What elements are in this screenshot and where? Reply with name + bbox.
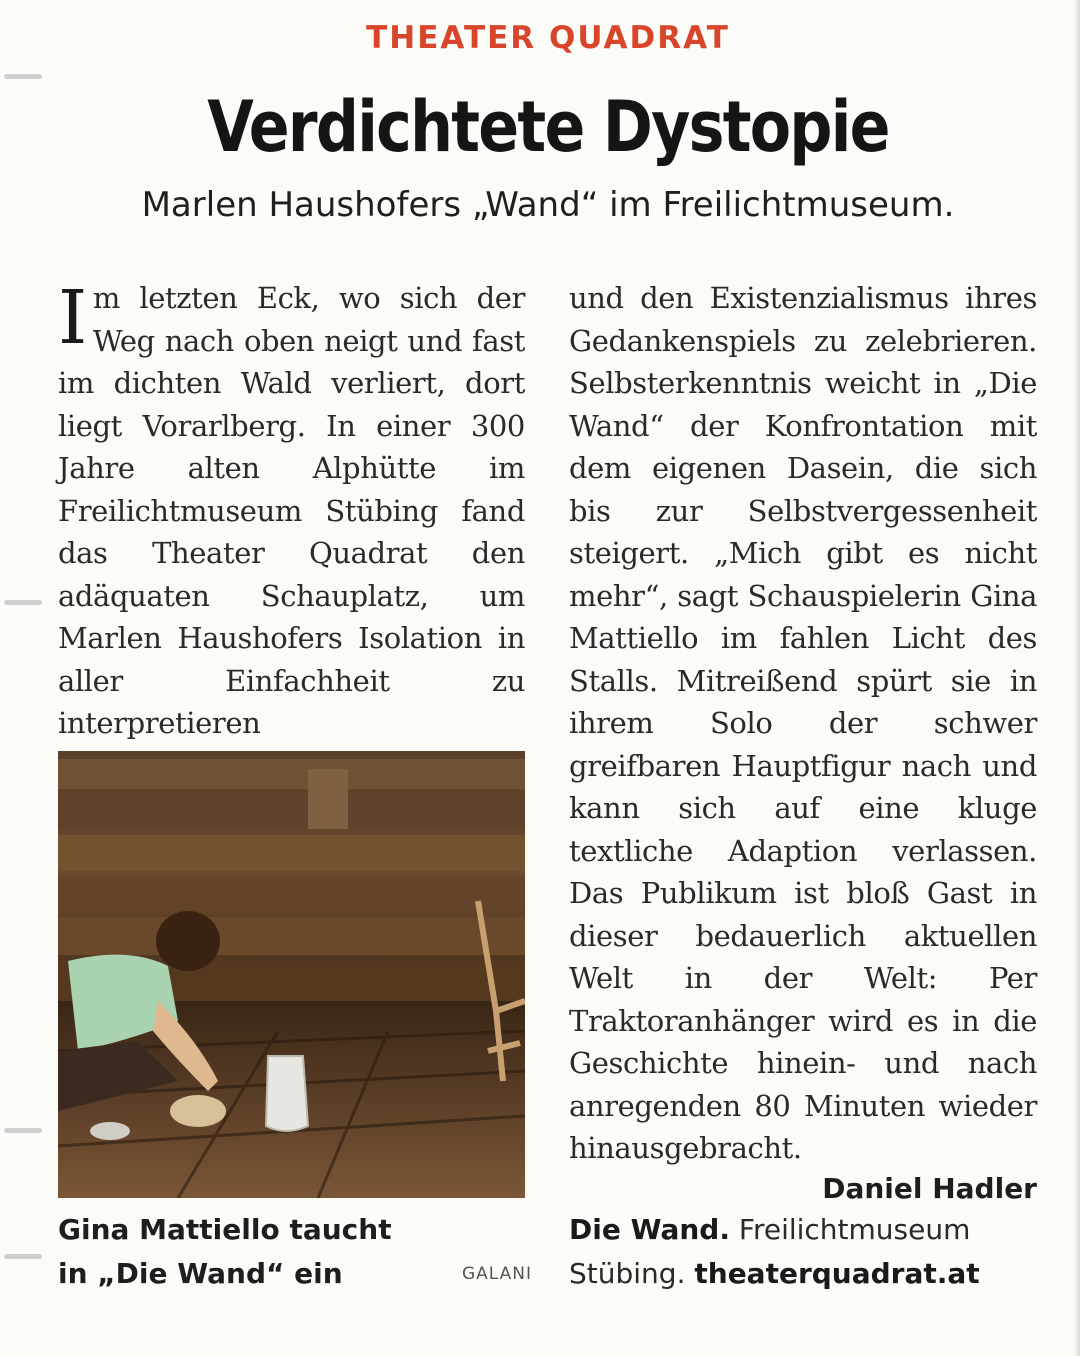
- drop-cap: I: [58, 275, 87, 361]
- body-text-right: und den Existenzialismus ihres Gedankenspiels zu zelebrieren. Selbsterkenntnis weicht in „Die Wand“ der Konfrontation mit dem eigenen Dasein, die sich bis zur Selbstvergessenheit steigert. „Mich gibt es nicht mehr“, sagt Schauspielerin Gina Mattiello im fahlen Licht des Stalls. Mitreißend spürt sie in ihrem Solo der schwer greifbaren Hauptfigur nach und kann sich auf eine kluge textliche Adaption verlassen. Das Publikum ist bloß Gast in dieser bedauerlich aktuellen Welt in der Welt: Per Traktoranhänger wird es in die Geschichte hinein- und nach anregenden 80 Minuten wieder hinausgebracht.: [569, 281, 1037, 1165]
- event-title: Die Wand.: [569, 1213, 730, 1246]
- article-subhead: Marlen Haushofers „Wand“ im Freilichtmuseum.: [141, 185, 955, 225]
- article-headline: Verdichtete Dystopie: [207, 86, 889, 168]
- article-body-left-column: [58, 277, 525, 745]
- photo-caption: Gina Mattiello taucht in „Die Wand“ ein: [58, 1213, 392, 1290]
- event-website: theaterquadrat.at: [694, 1257, 980, 1290]
- photo-credit: GALANI: [462, 1264, 533, 1284]
- article-author: Daniel Hadler: [822, 1172, 1037, 1205]
- article-kicker: THEATER QUADRAT: [366, 20, 730, 56]
- event-venue: Freilichtmuseum Stübing.: [569, 1213, 971, 1290]
- article-body-right-column: [569, 277, 1037, 1170]
- body-text-left: m letzten Eck, wo sich der Weg nach oben neigt und fast im dichten Wald verliert, dort liegt Vorarlberg. In einer 300 Jahre alten Alphütte im Freilichtmuseum Stübing fand das Theater Quadrat den adäquaten Schauplatz, um Marlen Haushofers Isolation in aller Einfachheit zu interpretieren: [58, 281, 525, 740]
- event-info: [569, 1208, 1037, 1296]
- article-photo: [58, 751, 525, 1198]
- photo-actress-in-hut: [58, 751, 525, 1198]
